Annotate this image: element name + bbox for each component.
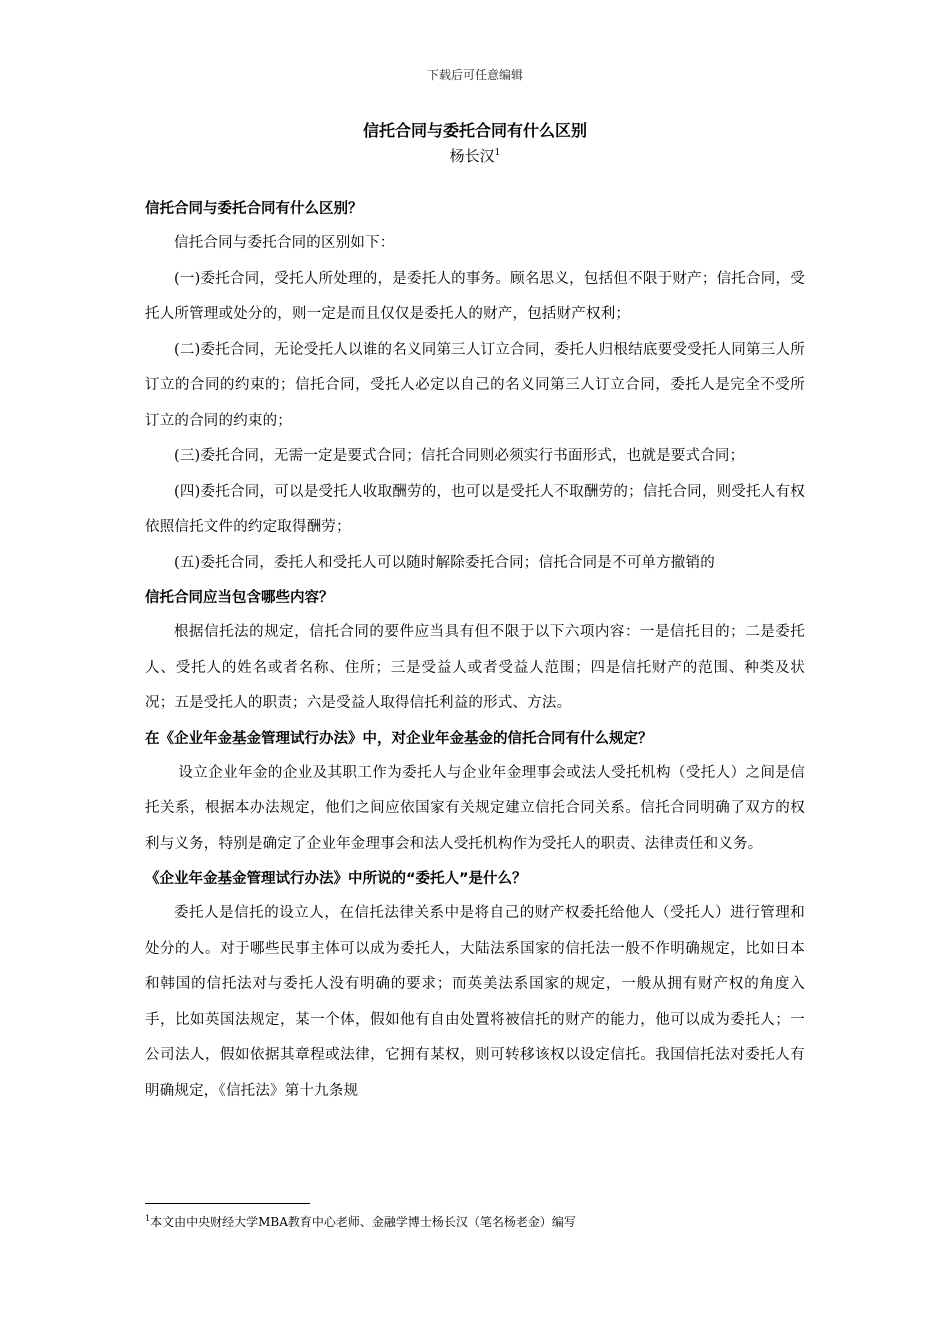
section-heading: 《企业年金基金管理试行办法》中所说的“委托人”是什么？	[145, 871, 527, 887]
footnote	[145, 1213, 576, 1230]
paragraph: 根据信托法的规定，信托合同的要件应当具有但不限于以下六项内容：一是信托目的；二是委托人、受托人的姓名或者名称、住所；三是受益人或者受益人范围；四是信托财产的范围、种类及状况；五是受托人的职责；六是受益人取得信托利益的形式、方法。	[145, 624, 805, 711]
document-title: 信托合同与委托合同有什么区别	[362, 121, 587, 140]
paragraph: (五)委托合同，委托人和受托人可以随时解除委托合同；信托合同是不可单方撤销的	[174, 554, 715, 571]
author-footnote-mark: 1	[494, 148, 501, 158]
paragraph: (一)委托合同，受托人所处理的，是委托人的事务。顾名思义，包括但不限于财产；信托合同，受托人所管理或处分的，则一定是而且仅仅是委托人的财产，包括财产权利；	[145, 270, 805, 322]
header-note: 下载后可任意编辑	[426, 68, 523, 82]
footnote-mark: 1	[145, 1214, 151, 1223]
paragraph: (二)委托合同，无论受托人以谁的名义同第三人订立合同，委托人归根结底要受受托人同第三人所订立的合同的约束的；信托合同，受托人必定以自己的名义同第三人订立合同，委托人是完全不受所订立的合同的约束的；	[145, 341, 805, 429]
footnote-divider	[145, 1203, 310, 1204]
paragraph: 委托人是信托的设立人，在信托法律关系中是将自己的财产权委托给他人（受托人）进行管理和处分的人。对于哪些民事主体可以成为委托人，大陆法系国家的信托法一般不作明确规定，比如日本和韩国的信托法对与委托人没有明确的要求；而英美法系国家的规定，一般从拥有财产权的角度入手，比如英国法规定，某一个体，假如他有自由处置将被信托的财产的能力，他可以成为委托人；一公司法人，假如依据其章程或法律，它拥有某权，则可转移该权以设定信托。我国信托法对委托人有明确规定，《信托法》第十九条规	[145, 905, 805, 1099]
paragraph: 设立企业年金的企业及其职工作为委托人与企业年金理事会或法人受托机构（受托人）之间是信托关系，根据本办法规定，他们之间应依国家有关规定建立信托合同关系。信托合同明确了双方的权利与义务，特别是确定了企业年金理事会和法人受托机构作为受托人的职责、法律责任和义务。	[145, 764, 805, 852]
section-heading: 信托合同与委托合同有什么区别？	[145, 201, 363, 217]
section-heading: 信托合同应当包含哪些内容？	[145, 590, 334, 606]
footnote-text: 本文由中央财经大学MBA教育中心老师、金融学博士杨长汉（笔名杨老金）编写	[150, 1215, 576, 1229]
document-body	[145, 192, 805, 1109]
paragraph: 信托合同与委托合同的区别如下：	[174, 235, 395, 251]
author-line	[0, 145, 950, 166]
section-heading: 在《企业年金基金管理试行办法》中，对企业年金基金的信托合同有什么规定？	[145, 730, 653, 747]
paragraph: (三)委托合同，无需一定是要式合同；信托合同则必须实行书面形式，也就是要式合同；	[174, 448, 745, 464]
author-name: 杨长汉	[449, 147, 495, 165]
paragraph: (四)委托合同，可以是受托人收取酬劳的，也可以是受托人不取酬劳的；信托合同，则受托人有权依照信托文件的约定取得酬劳；	[145, 483, 805, 535]
